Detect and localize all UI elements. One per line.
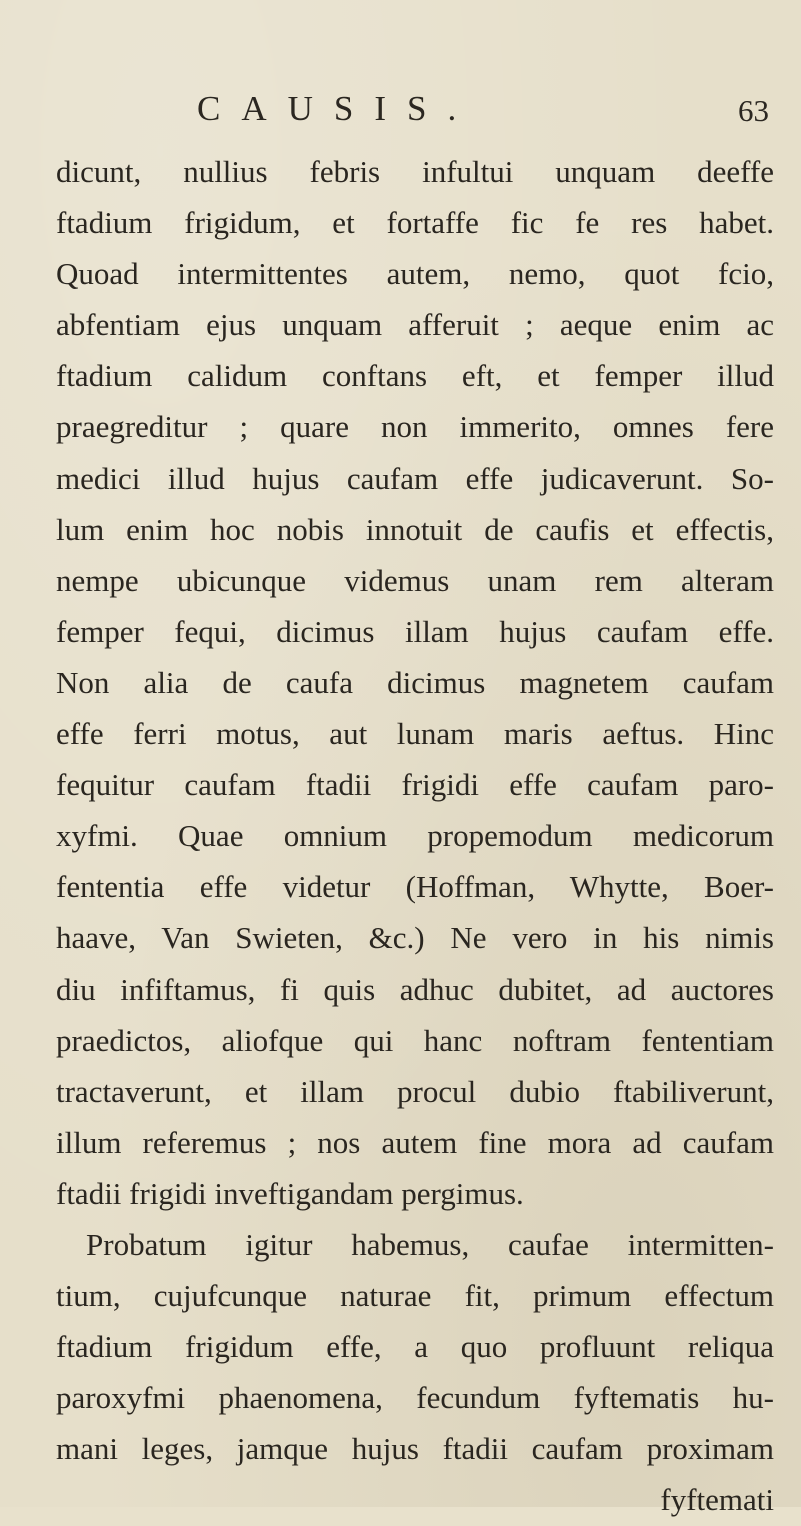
- text-line: nempe ubicunque videmus unam rem alteram: [56, 562, 774, 598]
- text-line: ftadium calidum conftans eft, et femper illud: [56, 358, 774, 394]
- text-line: Probatum igitur habemus, caufae intermitten-: [86, 1226, 774, 1262]
- text-line: Quoad intermittentes autem, nemo, quot fcio,: [56, 256, 774, 292]
- running-head: CAUSIS.: [197, 89, 478, 128]
- text-line: lum enim hoc nobis innotuit de caufis et effectis,: [56, 511, 774, 547]
- catchword: fyftemati: [660, 1482, 774, 1518]
- text-line: femper fequi, dicimus illam hujus caufam effe.: [56, 613, 774, 649]
- text-line: dicunt, nullius febris infultui unquam deeffe: [56, 154, 774, 189]
- text-line: medici illud hujus caufam effe judicaverunt. So-: [56, 460, 774, 496]
- text-line: praedictos, aliofque qui hanc noftram fententiam: [56, 1022, 774, 1058]
- text-line: paroxyfmi phaenomena, fecundum fyftematis hu-: [56, 1380, 774, 1416]
- text-line: haave, Van Swieten, &c.) Ne vero in his nimis: [56, 920, 774, 956]
- text-line: ftadium frigidum, et fortaffe fic fe res habet.: [56, 205, 774, 241]
- body-text: [56, 146, 774, 1526]
- text-line: tractaverunt, et illam procul dubio ftabiliverunt,: [56, 1073, 774, 1109]
- text-line: xyfmi. Quae omnium propemodum medicorum: [56, 818, 774, 854]
- text-line: Non alia de caufa dicimus magnetem caufam: [56, 664, 774, 700]
- text-line: effe ferri motus, aut lunam maris aeftus. Hinc: [56, 716, 774, 752]
- text-line: illum referemus ; nos autem fine mora ad caufam: [56, 1124, 774, 1160]
- text-line: praegreditur ; quare non immerito, omnes fere: [56, 409, 774, 445]
- page-header: [0, 84, 801, 134]
- page-number: 63: [738, 93, 769, 128]
- text-line: fententia effe videtur (Hoffman, Whytte, Boer-: [56, 869, 774, 905]
- text-line: diu infiftamus, fi quis adhuc dubitet, ad auctores: [56, 971, 774, 1007]
- text-line: tium, cujufcunque naturae fit, primum effectum: [56, 1278, 774, 1314]
- text-line: ftadii frigidi inveftigandam pergimus.: [56, 1175, 524, 1211]
- text-line: fequitur caufam ftadii frigidi effe caufam paro-: [56, 767, 774, 803]
- text-line: ftadium frigidum effe, a quo profluunt reliqua: [56, 1329, 774, 1365]
- text-line: mani leges, jamque hujus ftadii caufam proximam: [56, 1431, 774, 1467]
- text-line: abfentiam ejus unquam afferuit ; aeque enim ac: [56, 307, 774, 343]
